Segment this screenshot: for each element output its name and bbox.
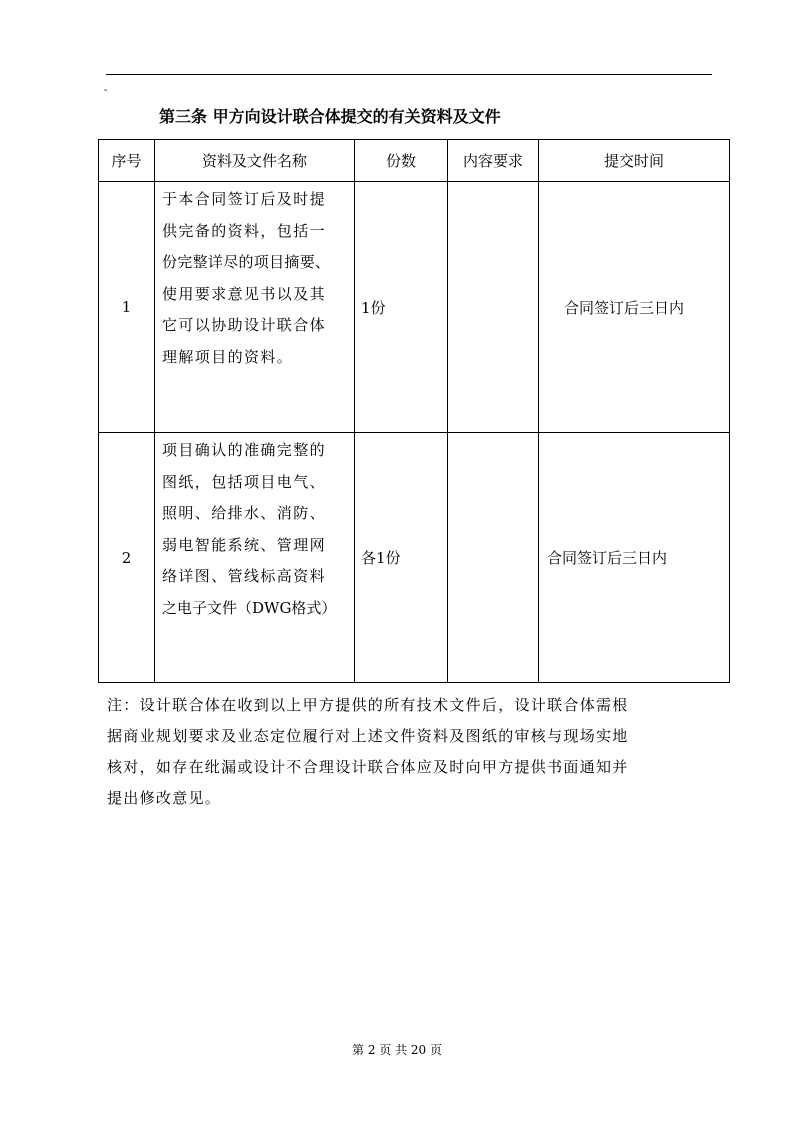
column-header-no: 序号 bbox=[99, 140, 155, 182]
content-requirement bbox=[448, 182, 539, 433]
document-name-line: 络详图、管线标高资料 bbox=[162, 567, 327, 585]
note-line: 核对，如存在纰漏或设计不合理设计联合体应及时向甲方提供书面通知并 bbox=[107, 758, 629, 776]
copy-count: 1份 bbox=[355, 182, 448, 433]
submit-time bbox=[539, 433, 730, 683]
header-rule bbox=[106, 74, 712, 75]
documents-table bbox=[98, 139, 730, 683]
document-name-line: 于本合同签订后及时提 bbox=[162, 190, 327, 208]
note-line: 据商业规划要求及业态定位履行对上述文件资料及图纸的审核与现场实地 bbox=[107, 727, 629, 745]
submit-time bbox=[539, 182, 730, 433]
column-header-requirement: 内容要求 bbox=[448, 140, 539, 182]
submit-time-text: 合同签订后三日内 bbox=[564, 298, 685, 317]
table-row bbox=[99, 182, 730, 433]
note-paragraph bbox=[107, 690, 717, 814]
document-name-line: 使用要求意见书以及其 bbox=[162, 284, 327, 303]
document-name-line: 图纸，包括项目电气、 bbox=[162, 472, 327, 491]
document-name-line: 弱电智能系统、管理网 bbox=[162, 535, 327, 554]
document-name-line: 理解项目的资料。 bbox=[162, 347, 294, 366]
row-number: 2 bbox=[99, 433, 155, 683]
document-name-line: 项目确认的准确完整的 bbox=[162, 441, 327, 459]
document-name bbox=[155, 182, 355, 433]
table-row bbox=[99, 433, 730, 683]
document-name-line: 供完备的资料，包括一 bbox=[162, 221, 327, 240]
table-header-row bbox=[99, 140, 730, 182]
column-header-name: 资料及文件名称 bbox=[155, 140, 355, 182]
page-footer: 第 2 页 共 20 页 bbox=[352, 1043, 442, 1057]
row-number: 1 bbox=[99, 182, 155, 433]
content-requirement bbox=[448, 433, 539, 683]
submit-time-text: 合同签订后三日内 bbox=[547, 549, 668, 567]
copy-count: 各1份 bbox=[355, 433, 448, 683]
document-name bbox=[155, 433, 355, 683]
note-line: 注：设计联合体在收到以上甲方提供的所有技术文件后，设计联合体需根 bbox=[107, 696, 629, 714]
document-name-line: 之电子文件（DWG格式） bbox=[162, 598, 337, 617]
column-header-time: 提交时间 bbox=[539, 140, 730, 182]
note-line: 提出修改意见。 bbox=[107, 789, 222, 807]
document-name-line: 它可以协助设计联合体 bbox=[162, 316, 327, 334]
column-header-count: 份数 bbox=[355, 140, 448, 182]
document-name-line: 份完整详尽的项目摘要、 bbox=[162, 253, 331, 271]
header-mark: - bbox=[104, 85, 108, 96]
document-name-line: 照明、给排水、消防、 bbox=[162, 504, 327, 522]
section-title: 第三条 甲方向设计联合体提交的有关资料及文件 bbox=[159, 107, 501, 126]
